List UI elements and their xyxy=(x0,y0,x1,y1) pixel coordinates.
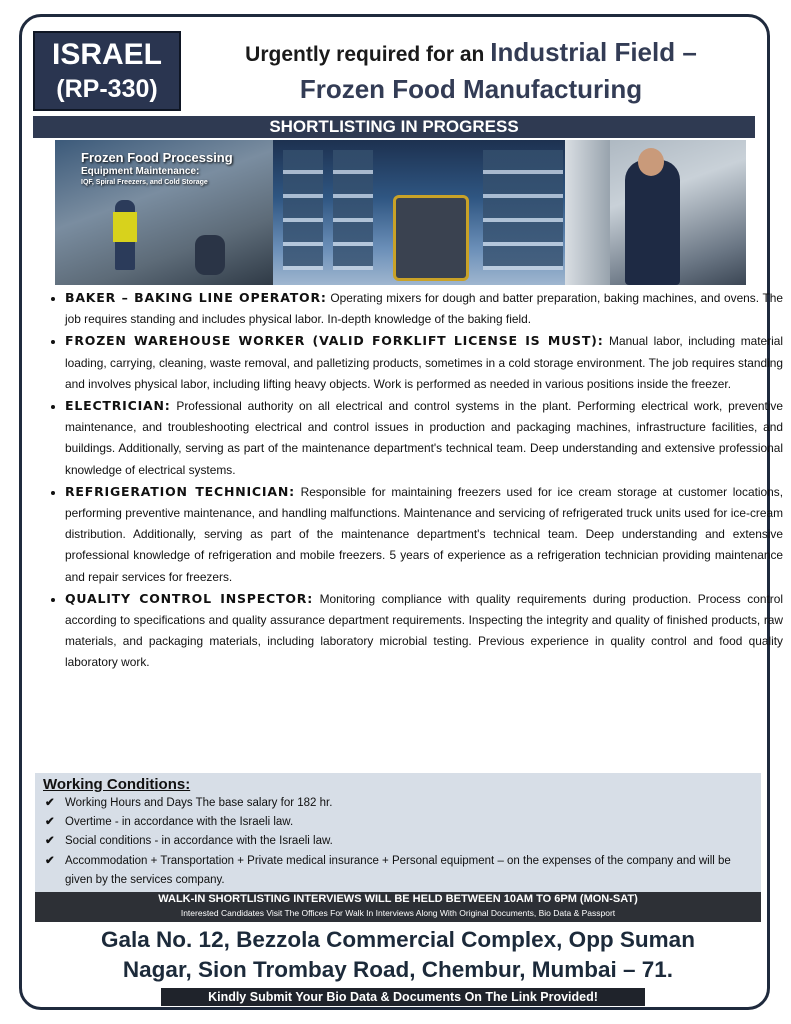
headline-prefix: Urgently required for an xyxy=(245,43,491,66)
job-item xyxy=(65,287,783,330)
job-description: Operating mixers for dough and batter preparation, baking machines, and ovens. The job requires standing and includes physical labor. In-depth knowledge of the baking field. xyxy=(65,291,783,327)
storage-rack xyxy=(523,150,563,270)
walkin-subtitle: Interested Candidates Visit The Offices For Walk In Interviews Along With Original Documents, Bio Data & Passport xyxy=(180,908,616,918)
job-description: Monitoring compliance with quality requirements during production. Process control according to specifications and quality assurance department requirements. Inspecting the integrity and quality of finished products, raw materials, and packaging materials, including laboratory microbial testing. Previous experience in quality control and food quality laboratory work. xyxy=(65,591,783,670)
kneeling-worker-figure xyxy=(195,235,225,275)
safety-vest xyxy=(113,212,137,242)
job-item xyxy=(65,330,783,395)
condition-item xyxy=(43,832,755,851)
checkmark-icon: ✔ xyxy=(45,816,55,829)
storage-rack xyxy=(483,150,523,270)
country-badge xyxy=(33,31,181,111)
condition-item xyxy=(43,813,755,832)
checkmark-icon: ✔ xyxy=(45,835,55,848)
overlay-line1: Frozen Food Processing xyxy=(81,150,233,165)
job-description: Responsible for maintaining freezers used for ice cream storage at customer locations, performing preventive maintenance, and handling malfunctions. Maintenance and servicing of refrigerated truck units used for ice-cream distribution. Additionally, serving as part of the maintenance department's technical team. Deep understanding and extensive professional knowledge of refrigeration and mobile freezers. 5 years of experience as a refrigeration technician providing maintenance and repair services for freezers. xyxy=(65,484,783,584)
job-item xyxy=(65,588,783,674)
job-title: QUALITY CONTROL INSPECTOR: xyxy=(65,590,314,606)
job-title: FROZEN WAREHOUSE WORKER (VALID FORKLIFT LICENSE IS MUST): xyxy=(65,333,604,349)
job-description: Professional authority on all electrical and control systems in the plant. Performing electrical work, preventive maintenance, and troubleshooting electrical and control issues in production and packaging machines, infrastructure facilities, and buildings. Additionally, serving as part of the maintenance department's technical team. Deep understanding and extensive professional knowledge of electrical systems. xyxy=(65,399,783,477)
reference-code: (RP-330) xyxy=(56,75,158,103)
storage-rack xyxy=(283,150,323,270)
photo-technician xyxy=(565,140,746,285)
technician-figure xyxy=(625,160,680,285)
conditions-list xyxy=(43,794,755,890)
condition-text: Accommodation + Transportation + Private medical insurance + Personal equipment – on the expenses of the company and will be given by the services company. xyxy=(65,854,731,886)
address-line1: Gala No. 12, Bezzola Commercial Complex, Opp Suman xyxy=(101,927,695,952)
checkmark-icon: ✔ xyxy=(45,854,55,867)
status-banner: SHORTLISTING IN PROGRESS xyxy=(33,116,755,138)
job-item xyxy=(65,395,783,481)
address-line2: Nagar, Sion Trombay Road, Chembur, Mumbai – 71. xyxy=(122,957,674,982)
photo-strip xyxy=(55,140,746,285)
headline-line2: Frozen Food Manufacturing xyxy=(299,74,643,104)
checkmark-icon: ✔ xyxy=(45,797,55,809)
job-title: ELECTRICIAN: xyxy=(65,398,171,414)
technician-head xyxy=(638,148,664,176)
walkin-bar xyxy=(35,892,761,922)
job-description: Manual labor, including material loading, carrying, cleaning, waste removal, and palletizing products, sometimes in a cold storage environment. The job requires standing and involves physical labor, including lifting heavy objects. Work is performed as needed in various positions inside the freezer. xyxy=(65,334,783,391)
job-list xyxy=(43,287,783,674)
submit-note: Kindly Submit Your Bio Data & Documents On The Link Provided! xyxy=(161,988,645,1006)
freezer-unit xyxy=(565,140,610,285)
job-item xyxy=(65,481,783,588)
overlay-line2: Equipment Maintenance: xyxy=(81,166,200,177)
country-name: ISRAEL xyxy=(51,38,162,71)
condition-text: Overtime - in accordance with the Israeli law. xyxy=(65,816,294,829)
condition-item xyxy=(43,852,755,890)
job-title: BAKER – BAKING LINE OPERATOR: xyxy=(65,290,327,305)
photo-overlay-text xyxy=(81,150,233,188)
headline-emphasis: Industrial Field – xyxy=(490,37,697,67)
condition-text: Working Hours and Days The base salary for 182 hr. xyxy=(65,797,333,809)
working-conditions-heading: Working Conditions: xyxy=(43,776,191,793)
job-title: REFRIGERATION TECHNICIAN: xyxy=(65,483,295,499)
walkin-title: WALK-IN SHORTLISTING INTERVIEWS WILL BE HELD BETWEEN 10AM TO 6PM (MON-SAT) xyxy=(158,893,638,905)
forklift-figure xyxy=(393,195,469,281)
office-address xyxy=(35,925,761,985)
condition-item xyxy=(43,794,755,813)
condition-text: Social conditions - in accordance with the Israeli law. xyxy=(65,835,333,848)
headline xyxy=(186,34,756,105)
photo-warehouse xyxy=(273,140,565,285)
headline-line1 xyxy=(186,34,756,73)
storage-rack xyxy=(333,150,373,270)
overlay-line3: IQF, Spiral Freezers, and Cold Storage xyxy=(81,179,208,186)
working-conditions xyxy=(35,773,761,894)
photo-maintenance xyxy=(55,140,273,285)
